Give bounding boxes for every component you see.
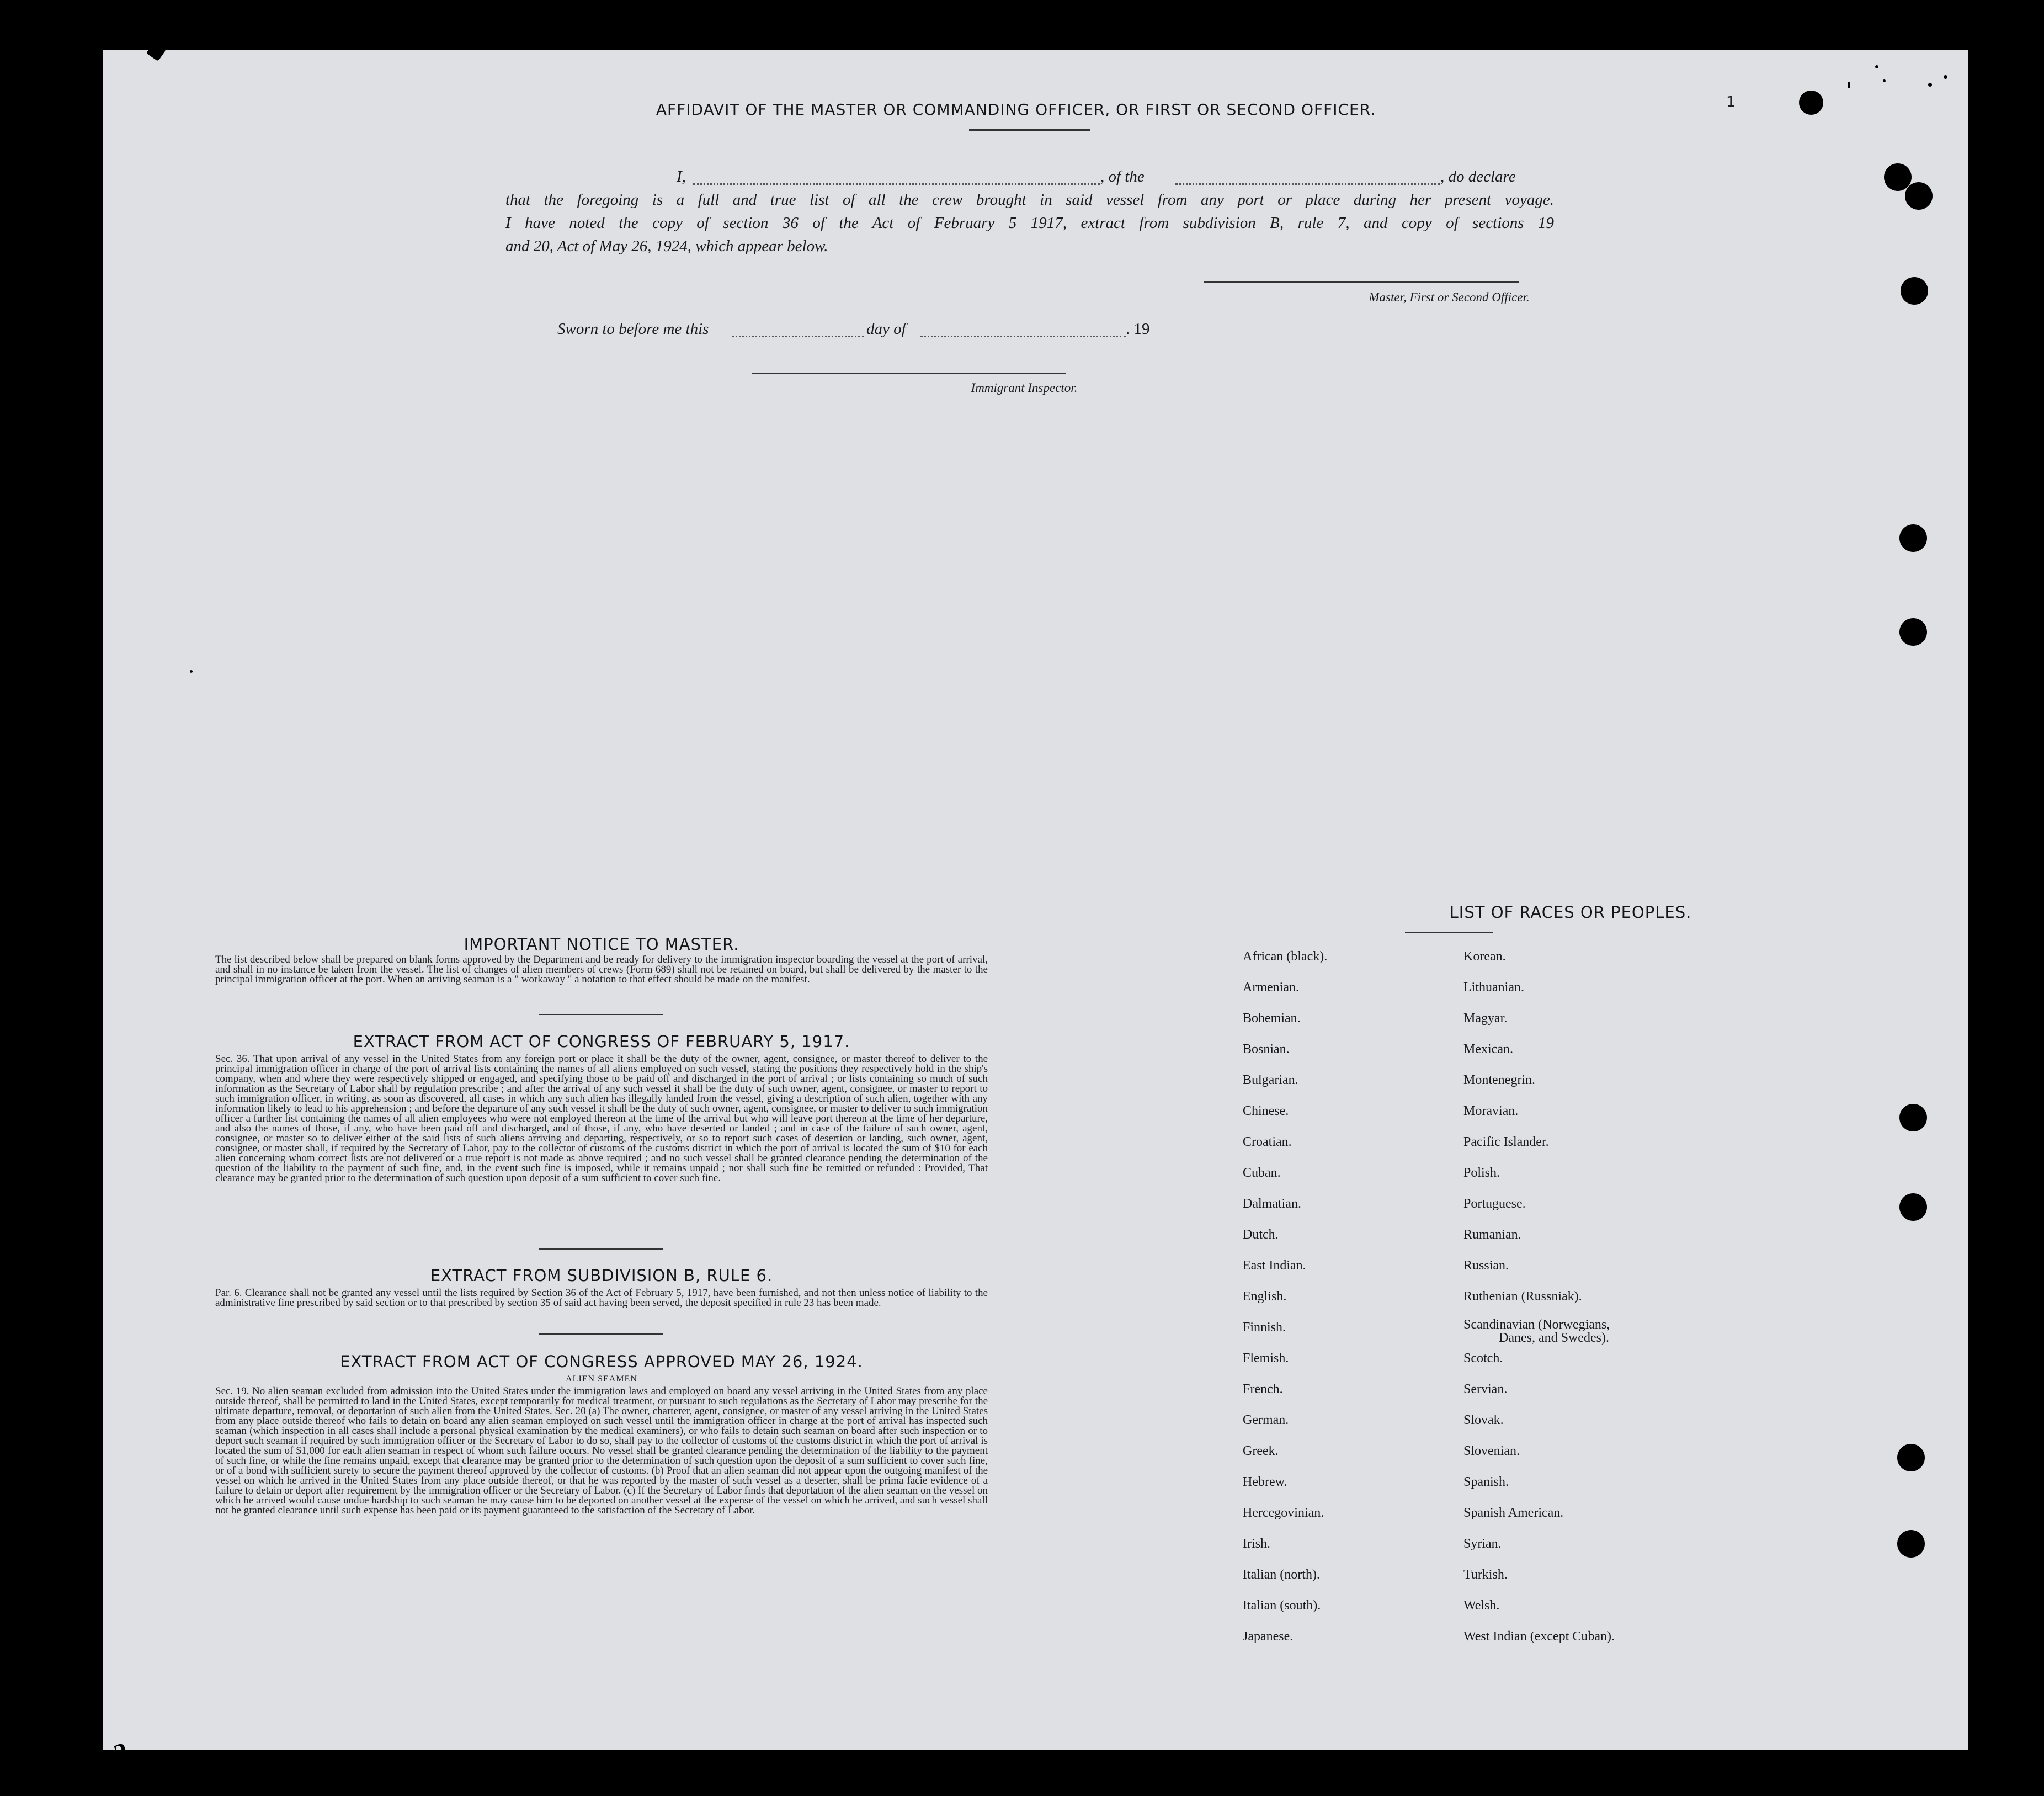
day-field[interactable] (732, 336, 864, 337)
race-item: Portuguese. (1463, 1197, 1526, 1211)
day-of-text: day of (866, 320, 906, 338)
race-item: Hebrew. (1243, 1475, 1287, 1489)
punch-hole (1897, 1444, 1925, 1471)
divider-1 (539, 1014, 663, 1015)
alien-seamen-subtitle: ALIEN SEAMEN (566, 1374, 637, 1384)
race-item: Lithuanian. (1463, 980, 1524, 995)
vessel-field[interactable] (1175, 183, 1440, 185)
race-item: Italian (north). (1243, 1567, 1320, 1582)
race-item: Rumanian. (1463, 1228, 1521, 1242)
divider-2 (539, 1248, 663, 1250)
races-title-rule (1405, 932, 1493, 933)
notice-title: IMPORTANT NOTICE TO MASTER. (464, 935, 739, 954)
extract-1924-text: Sec. 19. No alien seaman excluded from admission into the United States under the immigration laws and employed on board any vessel arriving in the United States from any place outside thereof, shall be permitted to land in the United States, except temporarily for medical treatment, or pursuant to such regulations as the Secretary of Labor may prescribe for the ultimate departure, removal, or deportation of such alien from the United States. Sec. 20 (a) The owner, charterer, agent, consignee, or master of any vessel arriving in the United States from any place outside thereof who fails to detain on board any alien seaman employed on such vessel until the immigration officer in charge at the port of arrival has inspected such seaman (which inspection in all cases shall include a personal physical examination by the medical examiners), or who fails to detain such seaman on board after such inspection or to deport such seaman if required by such immigration officer or the Secretary of Labor to do so, shall pay to the collector of customs of the customs district in which the port of arrival is located the sum of $1,000 for each alien seaman in respect of whom such failure occurs. No vessel shall be granted clearance pending the determination of the liability to the payment of such fine, or while the fine remains unpaid, except that clearance may be granted prior to the determination of such question upon the deposit of a sum sufficient to cover such fine, or of a bond with sufficient surety to secure the payment thereof approved by the collector of customs. (b) Proof that an alien seaman did not appear upon the outgoing manifest of the vessel on which he arrived in the United States from any place outside thereof, or that he was reported by the master of such vessel as a deserter, shall be prima facie evidence of a failure to detain or deport after requirement by the immigration officer or the Secretary of Labor. (c) If the Secretary of Labor finds that deportation of the alien seaman on the vessel on which he arrived would cause undue hardship to such seaman he may cause him to be deported on another vessel at the expense of the vessel on which he arrived, and such vessel shall not be granted clearance until such expense has been paid or its payment guaranteed to the satisfaction of the Secretary of Labor. (215, 1385, 988, 1516)
month-field[interactable] (920, 336, 1126, 337)
race-item: Moravian. (1463, 1104, 1519, 1118)
race-item: East Indian. (1243, 1258, 1306, 1273)
race-item: Dutch. (1243, 1228, 1279, 1242)
punch-hole (1905, 182, 1933, 210)
page-number: 1 (1726, 94, 1736, 110)
speck (1875, 65, 1878, 68)
notice-text: The list described below shall be prepared on blank forms approved by the Department and be ready for delivery to the immigration inspector boarding the vessel at the port of arrival, and shall in no instance be taken from the vessel. The list of changes of alien members of crews (Form 689) shall not be retained on board, but shall be delivered by the master to the principal immigration officer at the port. When an arriving seaman is a " workaway " a notation to that effect should be made on the manifest. (215, 954, 988, 985)
race-item: Syrian. (1463, 1537, 1502, 1551)
race-item: Italian (south). (1243, 1598, 1321, 1613)
speck (1928, 83, 1932, 87)
race-item: Montenegrin. (1463, 1073, 1535, 1087)
punch-hole (1897, 1530, 1925, 1558)
race-item: Pacific Islander. (1463, 1135, 1549, 1149)
race-item: Slovenian. (1463, 1444, 1520, 1458)
race-item: French. (1243, 1382, 1283, 1396)
race-item: German. (1243, 1413, 1289, 1427)
affidavit-i: I, (677, 168, 686, 185)
race-item: Scandinavian (Norwegians, (1463, 1317, 1610, 1332)
master-signature-label: Master, First or Second Officer. (1369, 290, 1530, 304)
affidavit-of-the: , of the (1100, 168, 1145, 185)
punch-hole (1899, 1193, 1927, 1221)
master-signature-line[interactable] (1204, 281, 1519, 283)
race-item: Welsh. (1463, 1598, 1500, 1613)
affidavit-line-1 (575, 168, 1679, 190)
race-item: Armenian. (1243, 980, 1299, 995)
punch-hole (1901, 277, 1928, 305)
race-item: Bulgarian. (1243, 1073, 1298, 1087)
race-item: Dalmatian. (1243, 1197, 1301, 1211)
races-title: LIST OF RACES OR PEOPLES. (1449, 903, 1692, 922)
punch-hole (1799, 91, 1823, 115)
affidavit-title: AFFIDAVIT OF THE MASTER OR COMMANDING OFFICER, OR FIRST OR SECOND OFFICER. (656, 100, 1376, 119)
race-item: Mexican. (1463, 1042, 1513, 1056)
race-item: Magyar. (1463, 1011, 1508, 1025)
affidavit-declare: , do declare (1440, 168, 1516, 185)
inspector-label: Immigrant Inspector. (971, 381, 1078, 395)
races-right-column (1463, 949, 1772, 1755)
races-left-column (1243, 949, 1430, 1755)
speck (1848, 82, 1850, 88)
race-item: Japanese. (1243, 1629, 1294, 1644)
race-item: Servian. (1463, 1382, 1508, 1396)
affidavit-line-4: and 20, Act of May 26, 1924, which appear below. (505, 237, 828, 255)
punch-hole (1899, 1104, 1927, 1131)
race-item: African (black). (1243, 949, 1328, 964)
extract-rule6-title: EXTRACT FROM SUBDIVISION B, RULE 6. (430, 1266, 773, 1285)
extract-1924-title: EXTRACT FROM ACT OF CONGRESS APPROVED MAY 26, 1924. (340, 1352, 863, 1371)
form-sheet (103, 50, 1968, 1768)
race-item: Polish. (1463, 1166, 1500, 1180)
affidavit-line-2: that the foregoing is a full and true list of all the crew brought in said vessel from any port or place during her present voyage. (505, 191, 1554, 209)
race-item: Hercegovinian. (1243, 1506, 1324, 1520)
title-rule (969, 129, 1090, 131)
race-item: English. (1243, 1289, 1287, 1304)
speck (190, 670, 193, 673)
race-item: Bohemian. (1243, 1011, 1301, 1025)
race-item: Russian. (1463, 1258, 1509, 1273)
speck (1883, 79, 1886, 82)
divider-3 (539, 1333, 663, 1335)
extract-rule6-text: Par. 6. Clearance shall not be granted any vessel until the lists required by Section 36 of the Act of February 5, 1917, have been furnished, and not then unless notice of liability to the administrative fine prescribed by said section or to that prescribed by section 35 of said act having been served, the deposit specified in rule 23 has been made. (215, 1287, 988, 1309)
race-item: Spanish American. (1463, 1506, 1564, 1520)
year-prefix: . 19 (1126, 320, 1150, 338)
race-item-continuation: Danes, and Swedes). (1499, 1331, 1609, 1345)
race-item: Chinese. (1243, 1104, 1289, 1118)
punch-hole (1899, 618, 1927, 646)
race-item: Bosnian. (1243, 1042, 1290, 1056)
punch-hole (1899, 524, 1927, 552)
race-item: Finnish. (1243, 1320, 1286, 1335)
race-item: Slovak. (1463, 1413, 1504, 1427)
name-field[interactable] (693, 183, 1100, 185)
race-item: Korean. (1463, 949, 1506, 964)
sworn-text: Sworn to before me this (557, 320, 709, 338)
inspector-signature-line[interactable] (752, 373, 1066, 374)
extract-1917-text: Sec. 36. That upon arrival of any vessel in the United States from any foreign port or place it shall be the duty of the owner, agent, consignee, or master thereof to deliver to the principal immigration officer in charge of the port of arrival lists containing the names of all aliens employed on such vessel, stating the positions they respectively hold in the ship's company, when and where they were respectively shipped or engaged, and specifying those to be paid off and discharged in the port of arrival ; or lists containing so much of such information as the Secretary of Labor shall by regulation prescribe ; and after the arrival of any such vessel it shall be the duty of such owner, agent, consignee, or master to report to such immigration officer, in writing, as soon as discovered, all cases in which any such alien has illegally landed from the vessel, giving a description of such alien, together with any information likely to lead to his apprehension ; and before the departure of any such vessel it shall be the duty of such owner, agent, consignee, or master to deliver to such immigration officer a further list containing the names of all alien employees who were not employed thereon at the time of the arrival but who will leave port thereon at the time of her departure, and also the names of those, if any, who have been paid off and discharged, and of those, if any, who have deserted or landed ; and in case of the failure of such owner, agent, consignee, or master so to deliver either of the said lists of such aliens arriving and departing, respectively, or so to report such cases of desertion or landing, such owner, agent, consignee, or master shall, if required by the Secretary of Labor, pay to the collector of customs of the customs district in which the port of arrival is located the sum of $10 for each alien concerning whom correct lists are not delivered or a true report is not made as above required ; and no such vessel shall be granted clearance pending the determination of the question of the liability to the payment of such fine, and, in the event such fine is imposed, while it remains unpaid ; nor shall such fine be remitted or refunded : Provided, That clearance may be granted prior to the determination of such question upon deposit of a sum sufficient to cover such fine. (215, 1053, 988, 1184)
race-item: Flemish. (1243, 1351, 1289, 1365)
race-item: Cuban. (1243, 1166, 1281, 1180)
race-item: Spanish. (1463, 1475, 1509, 1489)
speck (1944, 75, 1947, 79)
sworn-line (557, 320, 1275, 342)
race-item: Croatian. (1243, 1135, 1292, 1149)
affidavit-line-3: I have noted the copy of section 36 of the Act of February 5 1917, extract from subdivision B, rule 7, and copy of sections 19 (505, 214, 1554, 232)
race-item: Greek. (1243, 1444, 1279, 1458)
race-item: Irish. (1243, 1537, 1270, 1551)
extract-1917-title: EXTRACT FROM ACT OF CONGRESS OF FEBRUARY 5, 1917. (353, 1032, 850, 1051)
corner-mark: 2 (110, 1736, 132, 1768)
race-item: Turkish. (1463, 1567, 1508, 1582)
race-item: Ruthenian (Russniak). (1463, 1289, 1582, 1304)
race-item: West Indian (except Cuban). (1463, 1629, 1615, 1644)
race-item: Scotch. (1463, 1351, 1503, 1365)
